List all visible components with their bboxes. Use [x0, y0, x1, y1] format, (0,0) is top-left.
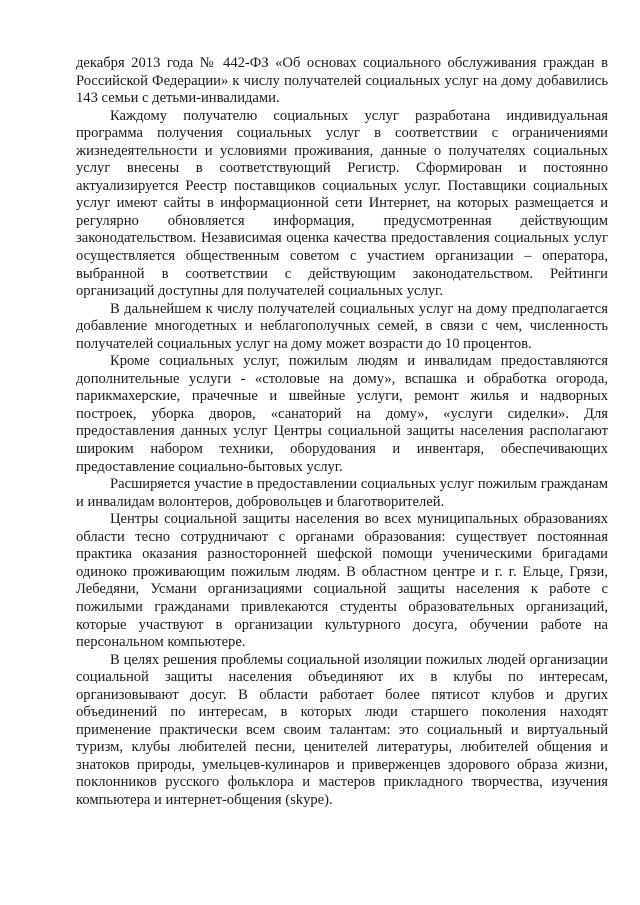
paragraph-social-isolation: В целях решения проблемы социальной изоляции пожилых людей организации социальной защиты населения объединяют их в клубы по интересам, организовывают досуг. В области работает более пятисот клубов и других объединений по интересам, в которых люди старшего поколения находят применение практически всем своим талантам: это социальный и виртуальный туризм, клубы любителей песни, ценителей литературы, любителей общения и знатоков природы, умельцев-кулинаров и приверженцев здорового образа жизни, поклонников русского фольклора и мастеров прикладного творчества, изучения компьютера и интернет-общения (skype). [76, 651, 608, 808]
paragraph-volunteers: Расширяется участие в предоставлении социальных услуг пожилым гражданам и инвалидам волонтеров, добровольцев и благотворителей. [76, 476, 608, 510]
paragraph-future-recipients: В дальнейшем к числу получателей социальных услуг на дому предполагается добавление многодетных и неблагополучных семей, в связи с чем, численность получателей социальных услуг на дому может возрасти до 10 процентов. [76, 300, 608, 352]
paragraph-additional-services: Кроме социальных услуг, пожилым людям и инвалидам предоставляются дополнительные услуги - «столовые на дому», вспашка и обработка огорода, парикмахерские, прачечные и швейные услуги, ремонт жилья и надворных построек, уборка дворов, «санаторий на дому», «услуги сиделки». Для предоставления данных услуг Центры социальной защиты населения располагают широким набором техники, оборудования и инвентаря, обеспечивающих предоставление социально-бытовых услуг. [76, 353, 608, 475]
paragraph-continuation: декабря 2013 года № 442-ФЗ «Об основах социального обслуживания граждан в Российской Федерации» к числу получателей социальных услуг на дому добавились 143 семьи с детьми-инвалидами. [76, 55, 608, 107]
paragraph-individual-program: Каждому получателю социальных услуг разработана индивидуальная программа получения социальных услуг в соответствии с ограничениями жизнедеятельности и условиями проживания, данные о получателях социальных услуг внесены в соответствующий Регистр. Сформирован и постоянно актуализируется Реестр поставщиков социальных услуг. Поставщики социальных услуг имеют сайты в информационной сети Интернет, на которых размещается и регулярно обновляется информация, предусмотренная действующим законодательством. Независимая оценка качества предоставления социальных услуг осуществляется общественным советом с участием организации – оператора, выбранной в соответствии с действующим законодательством. Рейтинги организаций доступны для получателей социальных услуг. [76, 107, 608, 300]
document-page [76, 55, 608, 810]
paragraph-education-cooperation: Центры социальной защиты населения во всех муниципальных образованиях области тесно сотрудничают с органами образования: существует постоянная практика оказания разносторонней шефской помощи ученическими бригадами одиноко проживающим пожилым людям. В областном центре и г. г. Ельце, Грязи, Лебедяни, Усмани организациями социальной защиты населения к работе с пожилыми гражданами привлекаются студенты образовательных организаций, которые участвуют в организации культурного досуга, обучении работе на персональном компьютере. [76, 511, 608, 651]
